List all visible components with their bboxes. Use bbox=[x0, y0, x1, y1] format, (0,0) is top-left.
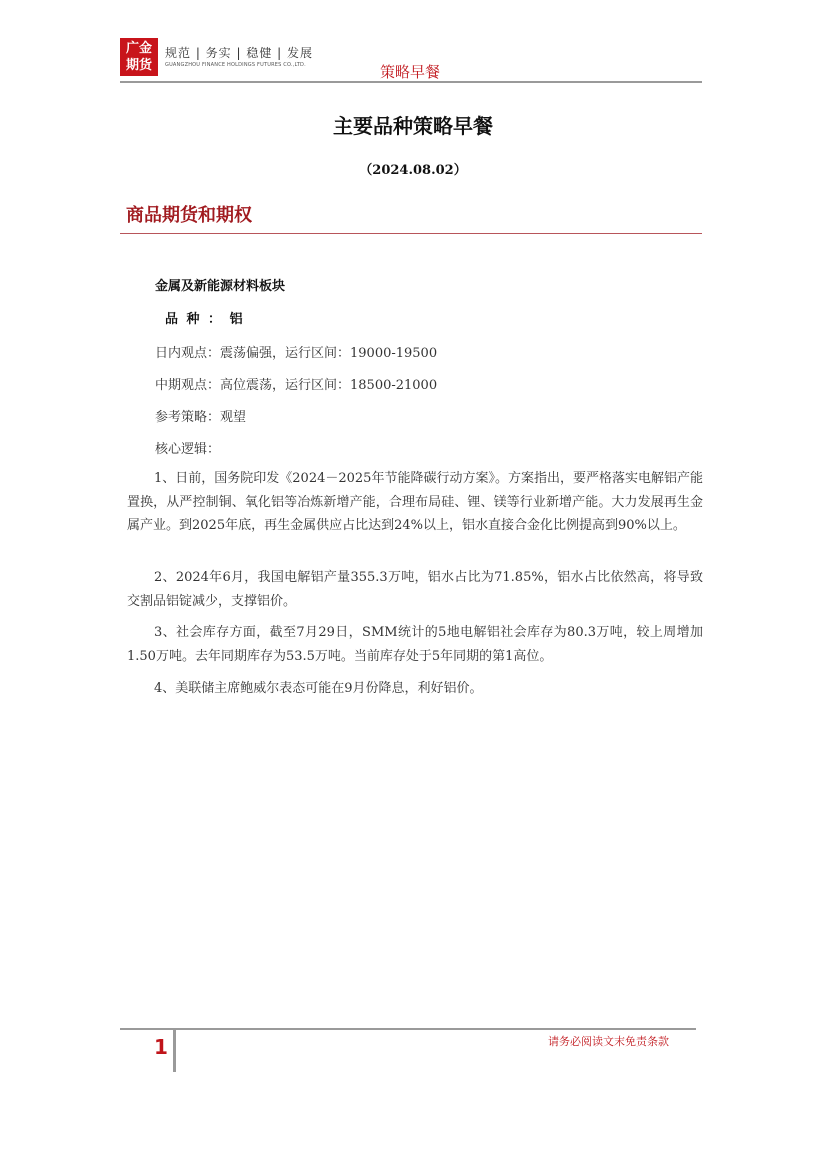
core-logic-label: 核心逻辑： bbox=[155, 442, 221, 457]
reference-strategy: 参考策略：观望 bbox=[155, 410, 247, 425]
intraday-view: 日内观点：震荡偏强，运行区间：19000-19500 bbox=[155, 346, 438, 361]
section-divider bbox=[120, 233, 702, 234]
document-date: （2024.08.02） bbox=[359, 163, 467, 178]
logic-point-1: 1、日前，国务院印发《2024－2025年节能降碳行动方案》。方案指出，要严格落实电解铝产能置换，从严控制铜、氧化铝等冶炼新增产能，合理布局硅、锂、镁等行业新增产能。大力发展再生金属产业。到2025年底，再生金属供应占比达到24%以上，铝水直接合金化比例提高到90%以上。 bbox=[127, 471, 703, 533]
footer-divider bbox=[120, 1028, 696, 1030]
company-english-name: GUANGZHOU FINANCE HOLDINGS FUTURES CO.,LTD. bbox=[165, 62, 306, 68]
header-divider bbox=[120, 81, 702, 83]
midterm-view: 中期观点：高位震荡，运行区间：18500-21000 bbox=[155, 378, 438, 393]
footer-vertical-bar bbox=[173, 1030, 176, 1072]
sector-heading: 金属及新能源材料板块 bbox=[155, 279, 286, 294]
disclaimer-notice: 请务必阅读文末免责条款 bbox=[548, 1035, 669, 1048]
logo-line-1: 广金 bbox=[125, 41, 152, 56]
company-slogan: 规范 | 务实 | 稳健 | 发展 bbox=[165, 46, 314, 60]
section-heading: 商品期货和期权 bbox=[126, 205, 252, 226]
logic-point-3: 3、社会库存方面，截至7月29日，SMM统计的5地电解铝社会库存为80.3万吨，较上周增加1.50万吨。去年同期库存为53.5万吨。当前库存处于5年同期的第1高位。 bbox=[127, 625, 703, 664]
logo-line-2: 期货 bbox=[125, 58, 152, 73]
page-number: 1 bbox=[154, 1035, 168, 1059]
variety-label: 品 种 ： 铝 bbox=[165, 312, 245, 327]
logic-point-2: 2、2024年6月，我国电解铝产量355.3万吨，铝水占比为71.85%，铝水占比依然高，将导致交割品铝锭减少，支撑铝价。 bbox=[127, 570, 703, 609]
logic-point-4: 4、美联储主席鲍威尔表态可能在9月份降息，利好铝价。 bbox=[154, 681, 483, 696]
company-logo bbox=[120, 38, 158, 76]
document-title: 主要品种策略早餐 bbox=[333, 114, 493, 138]
header-report-type: 策略早餐 bbox=[380, 63, 441, 81]
